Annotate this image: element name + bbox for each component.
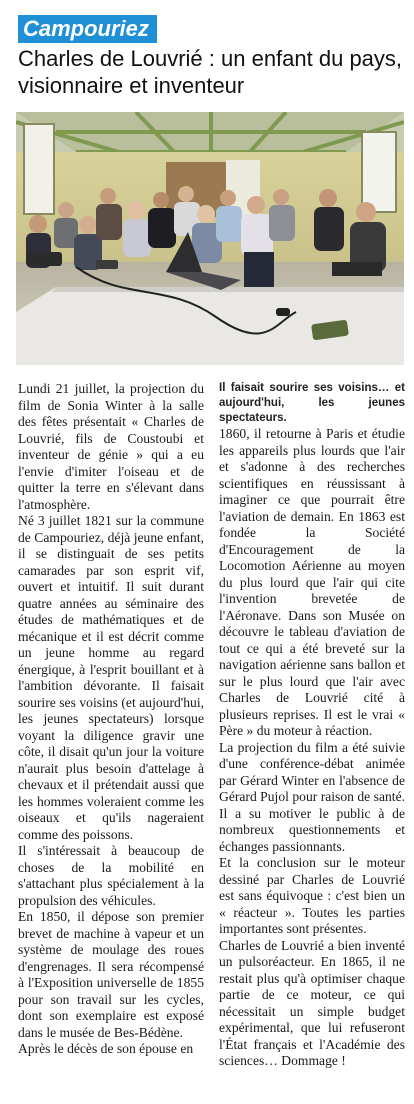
article-column-1	[18, 381, 204, 1058]
paragraph: Après le décès de son épouse en	[18, 1041, 194, 1056]
paragraph: Lundi 21 juillet, la projection du film de Sonia Winter à la salle des fêtes présentait « Charles de Louvrié, fils de Coustoubi et inventeur de génie » qui a eu l'envie d'imiter l'oiseau et de quitter la terre en s'élevant dans l'atmosphère.	[18, 381, 204, 512]
paragraph: Charles de Louvrié a bien inventé un pulsoréacteur. En 1865, il ne restait plus qu'à optimiser chaque partie de ce moteur, ce qui nécessitait un simple budget expérimental, que lui refuseront l'État français et l'Académie des sciences… Dommage !	[219, 937, 405, 1068]
paragraph: 1860, il retourne à Paris et étudie les appareils plus lourds que l'air et s'adonne à des recherches scientifiques en réussissant à imaginer ce que pourrait être l'aviation de demain. En 1863 est fondée la Société d'Encouragement de la Locomotion Aérienne au moyen du plus lourd que l'air qui cite l'invention brevetée de l'Aéronave. Dans son Musée on découvre le tableau d'aviation de tout ce qui a été breveté sur la navigation aérienne sans ballon et sur le plus lourd que l'air avec Charles de Louvrié cité à plusieurs reprises. Il est le vrai « Père » du moteur à réaction.	[219, 426, 405, 738]
article-headline: Charles de Louvrié : un enfant du pays, visionnaire et inventeur	[18, 46, 403, 98]
paragraph: Né 3 juillet 1821 sur la commune de Campouriez, déjà jeune enfant, il se distinguait de ses petits camarades par son esprit vif, ouvert et intuitif. Il suit durant quatre années au séminaire des études de mathématiques et de mécanique et il est décrit comme un jeune homme au regard énergique, à l'esprit bouillant et à l'ambition dévorante. Il faisait sourire ses voisins (et aujourd'hui, les jeunes spectateurs) lorsque voyant la diligence gravir une côte, il disait qu'un jour la voiture n'aurait plus besoin d'attelage à chevaux et il prétendait aussi que les hommes voleraient comme les oiseaux et qu'ils nageraient comme des poissons.	[18, 513, 204, 842]
article-photo	[16, 112, 404, 365]
section-kicker: Campouriez	[18, 15, 157, 43]
paragraph: La projection du film a été suivie d'une conférence-débat animée par Gérard Winter en l'absence de Gérard Pujol pour raison de santé. Il a su motiver le public à de nombreux questionnements et échanges passionnants.	[219, 739, 405, 854]
audience-photo-illustration	[16, 112, 404, 365]
paragraph: Et la conclusion sur le moteur dessiné par Charles de Louvrié est sans équivoque : c'est bien un « réacteur ». Toutes les parties importantes sont présentes.	[219, 855, 405, 936]
photo-caption: Il faisait sourire ses voisins… et aujourd'hui, les jeunes spectateurs.	[219, 382, 405, 424]
paragraph: En 1850, il dépose son premier brevet de machine à vapeur et un système de moulage des roues d'engrenages. Il sera récompensé à l'Exposition universelle de 1855 pour son travail sur les cycles, dont son exemplaire est exposé dans le musée de Bes-Bédène.	[18, 909, 204, 1040]
paragraph: Il s'intéressait à beaucoup de choses de la mobilité en s'attachant plus spécialement à la propulsion des véhicules.	[18, 843, 204, 908]
article-column-2	[219, 381, 405, 1070]
